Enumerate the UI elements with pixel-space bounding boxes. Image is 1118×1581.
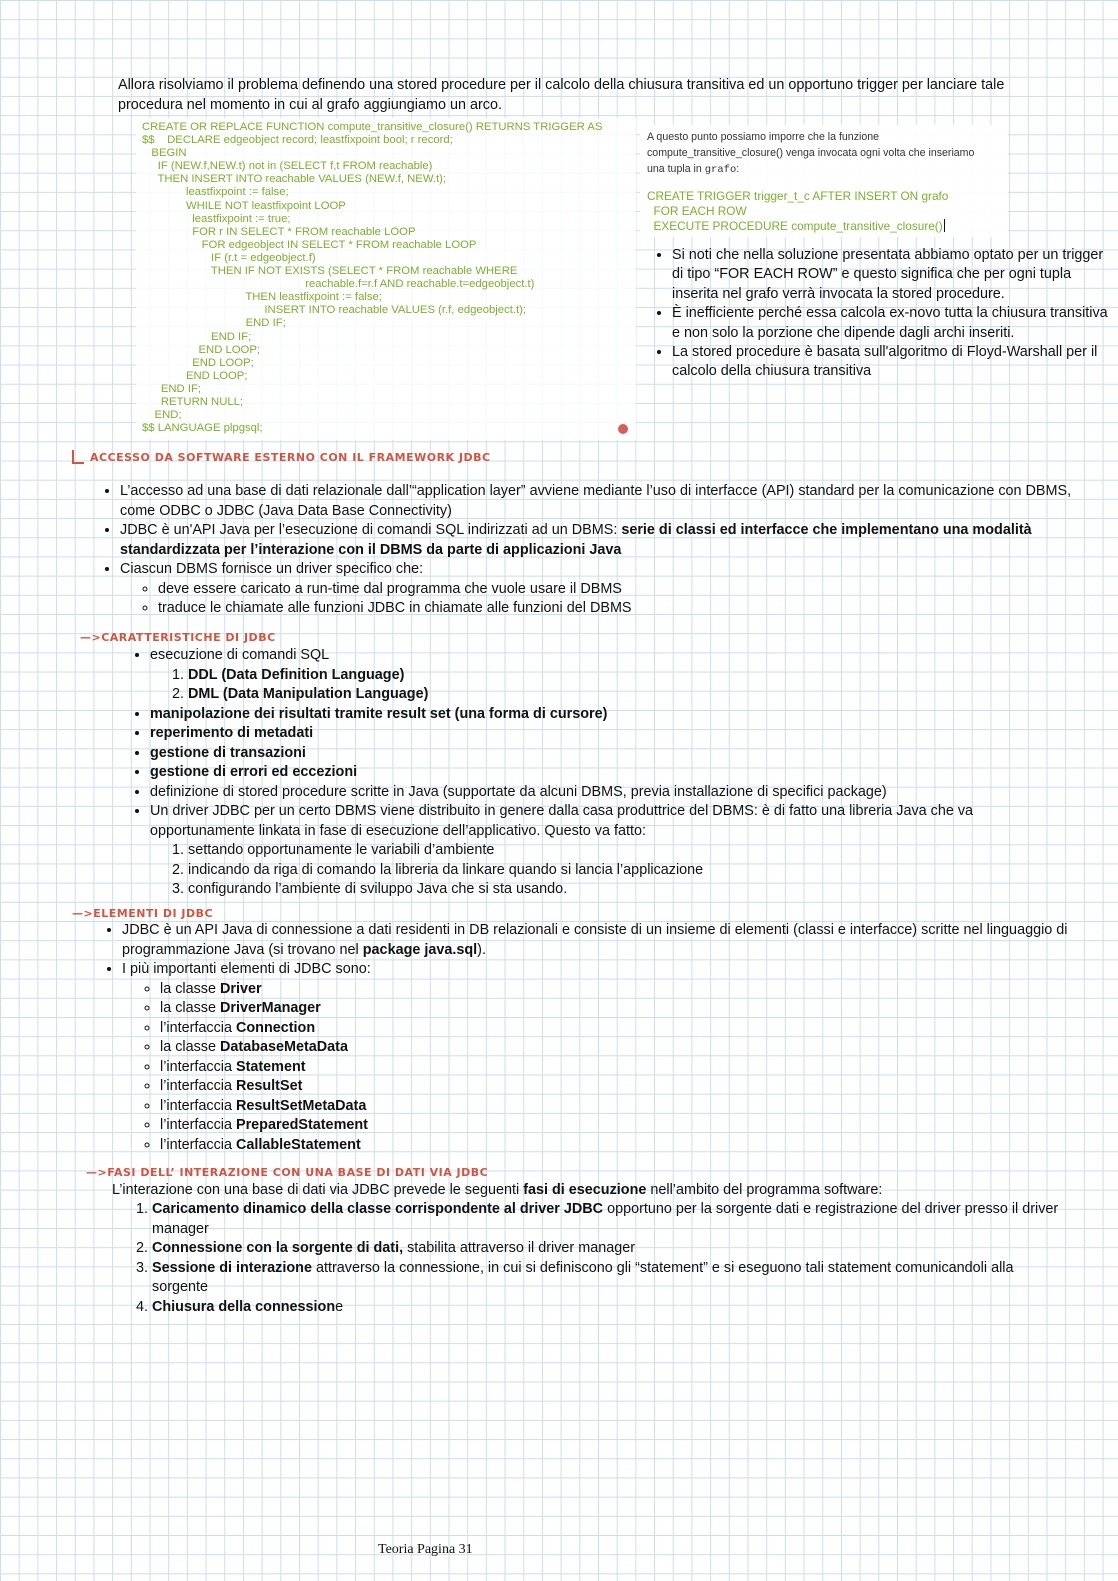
list-item: 4. Chiusura della connessione bbox=[152, 1298, 1072, 1318]
sql-types-sublist bbox=[150, 666, 1030, 705]
list-item: 1. settando opportunamente le variabili d’ambiente bbox=[188, 841, 1030, 861]
list-item: • reperimento di metadati bbox=[150, 724, 1030, 744]
list-item: • JDBC è un API Java di connessione a dati residenti in DB relazionali e consiste di un insieme di elementi (classi e interfacce) scritte nel linguaggio di programmazione Java (si trovano nel package java.sql). bbox=[122, 921, 1102, 960]
stored-procedure-code: CREATE OR REPLACE FUNCTION compute_transitive_closure() RETURNS TRIGGER AS $$ DECLARE edgeobject record; leastfixpoint bool; r record; BEGIN IF (NEW.f,NEW.t) not in (SELECT f,t FROM reachable) THEN INSERT INTO reachable VALUES (NEW.f, NEW.t); leastfixpoint := false; WHILE NOT leastfixpoint LOOP leastfixpoint := true; FOR r IN SELECT * FROM reachable LOOP FOR edgeobject IN SELECT * FROM reachable LOOP IF (r.t = edgeobject.f) THEN IF NOT EXISTS (SELECT * FROM reachable WHERE reachable.f=r.f AND reachable.t=edgeobject.t) THEN leastfixpoint := false; INSERT INTO reachable VALUES (r.f, edgeobject.t); END IF; END IF; END LOOP; END LOOP; END LOOP; END IF; RETURN NULL; END; $$ LANGUAGE plpgsql; bbox=[142, 121, 603, 435]
page-footer: Teoria Pagina 31 bbox=[378, 1542, 473, 1557]
section-heading-phases: —>FASI DELL’ INTERAZIONE CON UNA BASE DI DATI VIA JDBC bbox=[86, 1166, 489, 1179]
list-item: • manipolazione dei risultati tramite result set (una forma di cursore) bbox=[150, 705, 1030, 725]
trigger-code: CREATE TRIGGER trigger_t_c AFTER INSERT ON grafo FOR EACH ROW EXECUTE PROCEDURE compute_transitive_closure() bbox=[647, 189, 949, 233]
trigger-description: A questo punto possiamo imporre che la funzione compute_transitive_closure() venga invocata ogni volta che inseriamo una tupla in grafo: bbox=[647, 131, 975, 176]
hook-arrow-icon bbox=[72, 450, 84, 464]
list-item: 2. Connessione con la sorgente di dati, stabilita attraverso il driver manager bbox=[152, 1239, 1072, 1259]
list-item: ◦ l’interfaccia PreparedStatement bbox=[160, 1116, 1102, 1136]
list-item: • definizione di stored procedure scritte in Java (supportate da alcuni DBMS, previa installazione di specifici package) bbox=[150, 783, 1030, 803]
phases-intro: L’interazione con una base di dati via JDBC prevede le seguenti fasi di esecuzione nell’ambito del programma software: bbox=[112, 1182, 883, 1198]
phases-list bbox=[126, 1200, 1072, 1317]
list-item: • esecuzione di comandi SQL 1. DDL (Data Definition Language) 2. DML (Data Manipulation Language) bbox=[150, 646, 1030, 705]
list-item: • Un driver JDBC per un certo DBMS viene distribuito in genere dalla casa produttrice del DBMS: è di fatto una libreria Java che va opportunamente linkata in fase di esecuzione dell’applicativo. Questo va fatto: 1. settando opportunamente le variabili d’ambiente 2. indicando da riga di comando la libreria da linkare quando si lancia l’applicazione 3. configurando l’ambiente di sviluppo Java che si sta usando. bbox=[150, 802, 1030, 900]
list-item: 1. Caricamento dinamico della classe corrispondente al driver JDBC opportuno per la sorgente dati e registrazione del driver presso il driver manager bbox=[152, 1200, 1072, 1239]
list-item: 2. indicando da riga di comando la libreria da linkare quando si lancia l’applicazione bbox=[188, 861, 1030, 881]
university-seal-icon bbox=[618, 424, 628, 434]
list-item: • La stored procedure è basata sull'algoritmo di Floyd-Warshall per il calcolo della chiusura transitiva bbox=[672, 343, 1108, 382]
list-item: ◦ traduce le chiamate alle funzioni JDBC in chiamate alle funzioni del DBMS bbox=[158, 599, 1080, 619]
list-item: 2. DML (Data Manipulation Language) bbox=[188, 685, 1030, 705]
driver-sublist bbox=[120, 580, 1080, 619]
notes-list bbox=[646, 246, 1108, 382]
list-item: 3. configurando l’ambiente di sviluppo Java che si sta usando. bbox=[188, 880, 1030, 900]
elements-list bbox=[104, 921, 1102, 1155]
stored-procedure-code-image bbox=[136, 118, 636, 440]
list-item: 1. DDL (Data Definition Language) bbox=[188, 666, 1030, 686]
arrow-right-icon: —> bbox=[86, 1166, 108, 1179]
jdbc-elements-sublist bbox=[122, 980, 1102, 1156]
arrow-right-icon: —> bbox=[80, 631, 102, 644]
text-cursor bbox=[944, 219, 945, 232]
intro-paragraph: Allora risolviamo il problema definendo una stored procedure per il calcolo della chiusura transitiva ed un opportuno trigger per lanciare tale procedura nel momento in cui al grafo aggiungiamo un arco. bbox=[118, 77, 1005, 113]
list-item: • È inefficiente perché essa calcola ex-novo tutta la chiusura transitiva e non solo la porzione che dipende dagli archi inseriti. bbox=[672, 304, 1108, 343]
list-item: ◦ la classe DriverManager bbox=[160, 999, 1102, 1019]
list-item: • Si noti che nella soluzione presentata abbiamo optato per un trigger di tipo “FOR EACH ROW” e questo significa che per ogni tupla inserita nel grafo verrà invocata la stored procedure. bbox=[672, 246, 1108, 304]
section-heading-jdbc-access: ACCESSO DA SOFTWARE ESTERNO CON IL FRAMEWORK JDBC bbox=[72, 450, 491, 464]
trigger-code-image bbox=[640, 125, 1008, 237]
list-item: • JDBC è un'API Java per l’esecuzione di comandi SQL indirizzati ad un DBMS: serie di classi ed interfacce che implementano una modalità standardizzata per l’interazione con il DBMS da parte di applicazioni Java bbox=[120, 521, 1080, 560]
list-item: ◦ deve essere caricato a run-time dal programma che vuole usare il DBMS bbox=[158, 580, 1080, 600]
list-item: ◦ l’interfaccia Statement bbox=[160, 1058, 1102, 1078]
arrow-right-icon: —> bbox=[72, 907, 94, 920]
jdbc-access-list bbox=[104, 482, 1080, 619]
list-item: ◦ la classe Driver bbox=[160, 980, 1102, 1000]
list-item: • L’accesso ad una base di dati relazionale dall’“application layer” avviene mediante l’uso di interfacce (API) standard per la comunicazione con DBMS, come ODBC o JDBC (Java Data Base Connectivity) bbox=[120, 482, 1080, 521]
list-item: • gestione di errori ed eccezioni bbox=[150, 763, 1030, 783]
list-item: ◦ l’interfaccia CallableStatement bbox=[160, 1136, 1102, 1156]
driver-setup-sublist bbox=[150, 841, 1030, 900]
list-item: • I più importanti elementi di JDBC sono: ◦ la classe Driver ◦ la classe DriverManager ◦ l’interfaccia Connection ◦ la classe DatabaseMetaData ◦ l’interfaccia Statement ◦ l’interfaccia ResultSet ◦ l’interfaccia ResultSetMetaData ◦ l’interfaccia PreparedStatement ◦ l’interfaccia CallableStatement bbox=[122, 960, 1102, 1155]
list-item: ◦ l’interfaccia ResultSetMetaData bbox=[160, 1097, 1102, 1117]
list-item: 3. Sessione di interazione attraverso la connessione, in cui si definiscono gli “statement” e si eseguono tali statement comunicandoli alla sorgente bbox=[152, 1259, 1072, 1298]
features-list bbox=[132, 646, 1030, 900]
list-item: • gestione di transazioni bbox=[150, 744, 1030, 764]
list-item: ◦ l’interfaccia ResultSet bbox=[160, 1077, 1102, 1097]
list-item: • Ciascun DBMS fornisce un driver specifico che: ◦ deve essere caricato a run-time dal programma che vuole usare il DBMS ◦ traduce le chiamate alle funzioni JDBC in chiamate alle funzioni del DBMS bbox=[120, 560, 1080, 619]
section-heading-features: —>CARATTERISTICHE DI JDBC bbox=[80, 631, 276, 644]
list-item: ◦ la classe DatabaseMetaData bbox=[160, 1038, 1102, 1058]
section-heading-elements: —>ELEMENTI DI JDBC bbox=[72, 907, 214, 920]
list-item: ◦ l’interfaccia Connection bbox=[160, 1019, 1102, 1039]
